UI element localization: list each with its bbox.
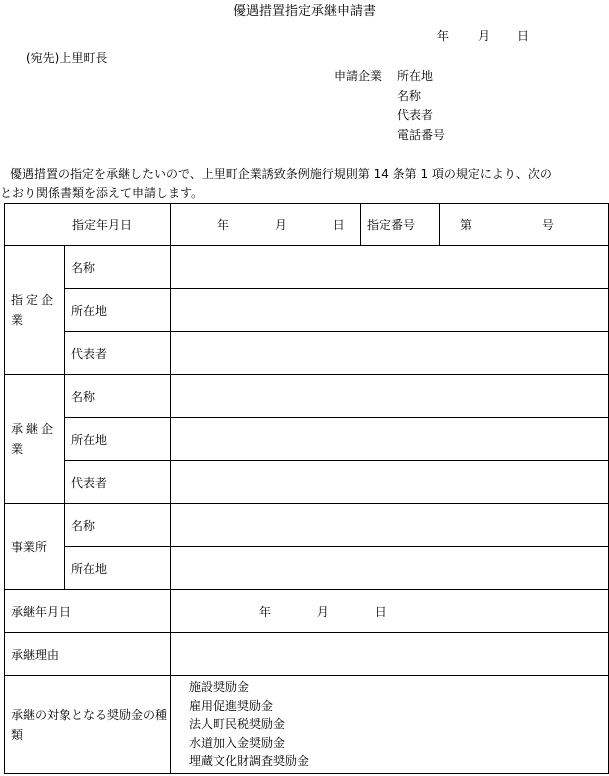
office-row [5, 547, 609, 590]
addressee: (宛先)上里町長 [26, 51, 108, 65]
office-label: 事業所 [5, 504, 65, 590]
incentive-item[interactable]: 埋蔵文化財調査奨励金 [189, 754, 310, 768]
succession-reason-label: 承継理由 [5, 633, 171, 676]
succession-reason-row [5, 633, 609, 676]
successor-company-representative-field[interactable] [171, 461, 609, 504]
succession-date-year: 年 [259, 604, 272, 619]
office-row [5, 504, 609, 547]
successor-company-row [5, 461, 609, 504]
applicant-phone-label: 電話番号 [397, 128, 446, 142]
designated-date-row [5, 204, 609, 246]
applicant-name-label: 名称 [397, 89, 422, 103]
incentive-item[interactable]: 施設奨励金 [189, 680, 250, 694]
document-title: 優遇措置指定承継申請書 [232, 4, 376, 19]
designated-company-label: 指定企業 [5, 246, 65, 375]
designated-company-row [5, 289, 609, 332]
designated-date-month: 月 [274, 218, 287, 232]
header-date-month: 月 [478, 29, 491, 43]
designated-company-name-field[interactable] [171, 246, 609, 289]
designation-number-label: 指定番号 [361, 204, 440, 246]
designation-number-value[interactable] [440, 204, 609, 246]
incentives-list [171, 676, 609, 774]
header-date-day: 日 [517, 29, 530, 43]
designated-date-day: 日 [332, 218, 345, 232]
successor-company-address-label: 所在地 [65, 418, 171, 461]
succession-date-field[interactable] [171, 590, 609, 633]
successor-company-representative-label: 代表者 [65, 461, 171, 504]
designated-company-representative-field[interactable] [171, 332, 609, 375]
designated-company-address-label: 所在地 [65, 289, 171, 332]
designated-date-year: 年 [217, 218, 230, 232]
successor-company-row [5, 418, 609, 461]
office-name-label: 名称 [65, 504, 171, 547]
application-table [4, 203, 609, 774]
designated-company-representative-label: 代表者 [65, 332, 171, 375]
intro-line-2: とおり関係書類を添えて申請します。 [0, 186, 204, 200]
applicant-representative-label: 代表者 [397, 108, 434, 122]
intro-line-1: 優遇措置の指定を承継したいので、上里町企業誘致条例施行規則第 14 条第 1 項の規定により、次の [10, 167, 552, 181]
header-date-year: 年 [437, 29, 450, 43]
office-address-label: 所在地 [65, 547, 171, 590]
incentives-row [5, 676, 609, 774]
designation-number-prefix: 第 [460, 218, 473, 232]
office-name-field[interactable] [171, 504, 609, 547]
incentive-item[interactable]: 水道加入金奨励金 [189, 735, 286, 750]
applicant-address-label: 所在地 [397, 69, 434, 83]
incentive-item[interactable]: 法人町民税奨励金 [189, 717, 286, 731]
succession-date-month: 月 [316, 604, 329, 619]
successor-company-address-field[interactable] [171, 418, 609, 461]
incentives-label: 承継の対象となる奨励金の種類 [5, 676, 171, 774]
designated-company-address-field[interactable] [171, 289, 609, 332]
designated-date-value[interactable] [171, 204, 361, 246]
successor-company-label: 承継企業 [5, 375, 65, 504]
successor-company-name-label: 名称 [65, 375, 171, 418]
designated-company-row [5, 332, 609, 375]
successor-company-row [5, 375, 609, 418]
succession-reason-field[interactable] [171, 633, 609, 676]
designation-number-suffix: 号 [541, 218, 554, 232]
designated-company-row [5, 246, 609, 289]
applicant-label: 申請企業 [334, 69, 383, 83]
succession-date-label: 承継年月日 [5, 590, 171, 633]
office-address-field[interactable] [171, 547, 609, 590]
designated-company-name-label: 名称 [65, 246, 171, 289]
designated-date-label: 指定年月日 [5, 204, 171, 246]
succession-date-row [5, 590, 609, 633]
successor-company-name-field[interactable] [171, 375, 609, 418]
succession-date-day: 日 [374, 604, 387, 619]
incentive-item[interactable]: 雇用促進奨励金 [189, 698, 274, 713]
